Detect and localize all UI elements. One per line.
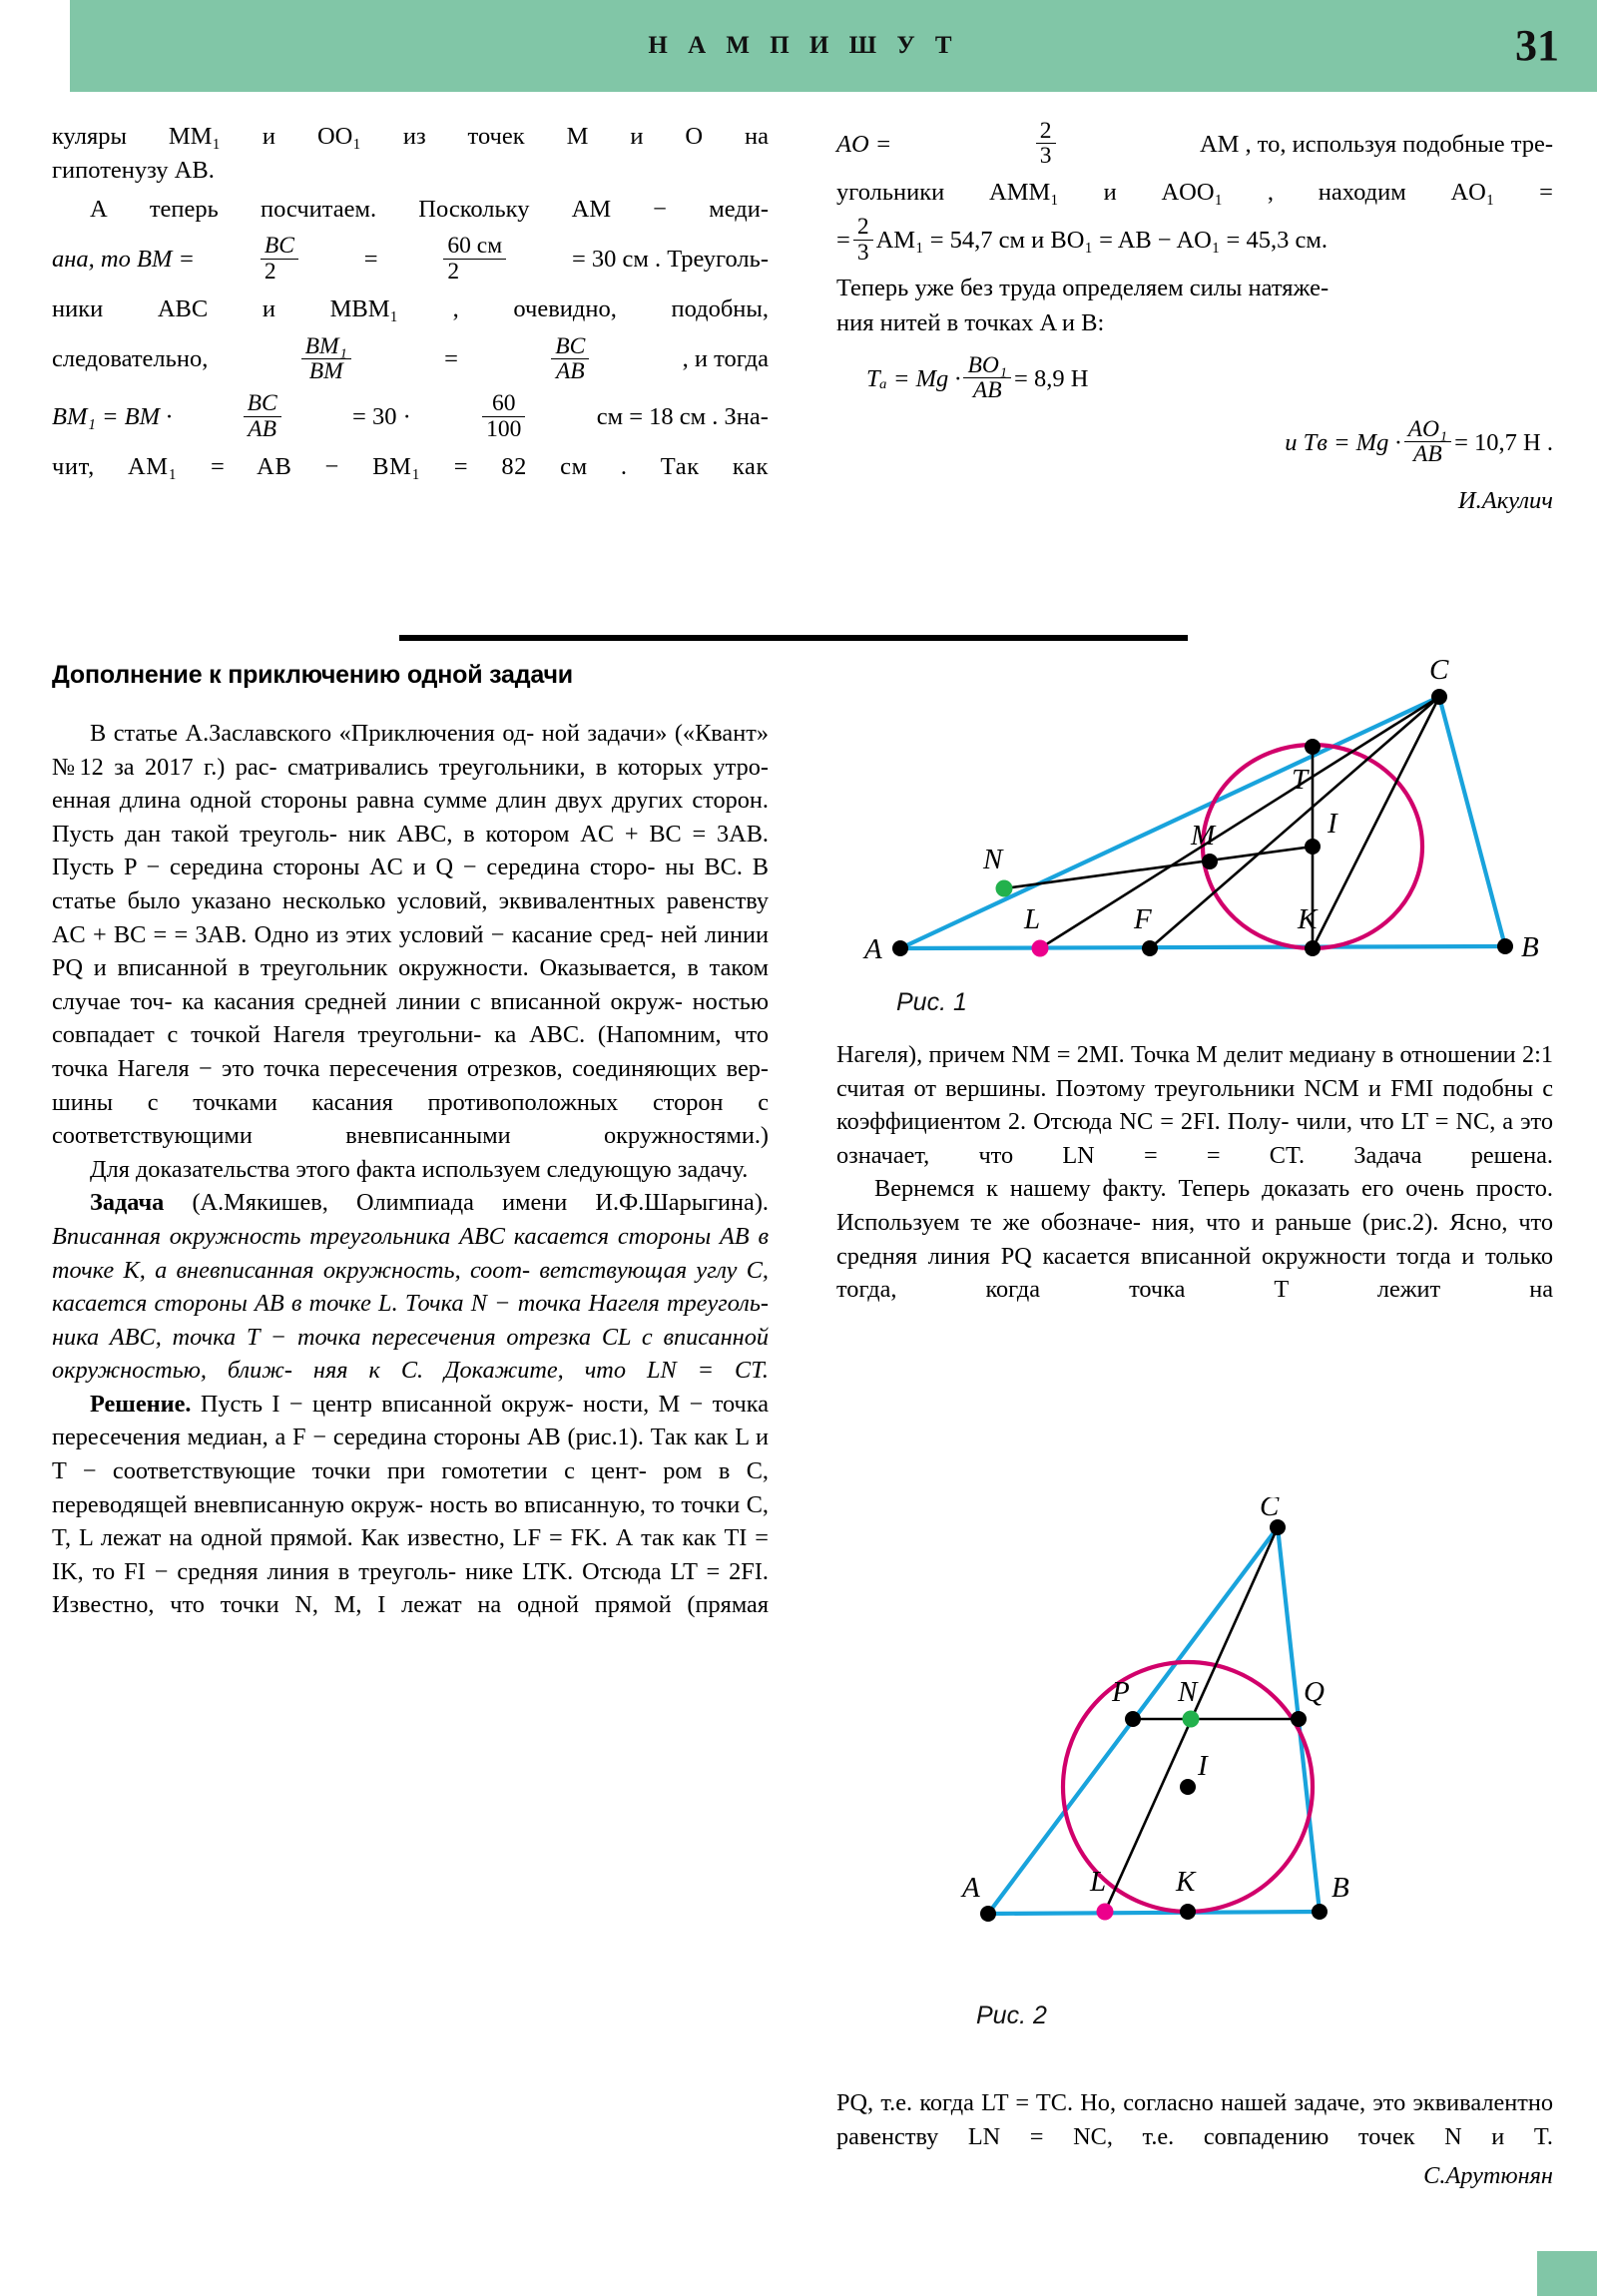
section-heading: Дополнение к приключению одной задачи bbox=[52, 661, 573, 689]
label-p: P bbox=[1112, 1676, 1130, 1708]
fraction-numerator: BO₁ bbox=[967, 352, 1008, 379]
triangle-abc-outline-2 bbox=[988, 1527, 1320, 1914]
fraction-denominator: 3 bbox=[1036, 143, 1056, 168]
problem-text: Вписанная окружность треугольника ABC касается стороны AB в точке K, а вневписанная окружность, соот- ветствующая углу C, касается стороны AB в точке L. Точка N − точка Нагеля треуголь- ника ABC, точка T − точка пересечения отрезка CL с вписанной окружностью, ближ- няя к C. Докажите, что LN = CT. bbox=[52, 1222, 769, 1385]
point-q-dot bbox=[1291, 1711, 1307, 1727]
fraction-denominator: BM bbox=[301, 358, 351, 383]
formula-line-tb bbox=[836, 415, 1553, 468]
text-line: гипотенузу AB. bbox=[52, 157, 215, 185]
paragraph-continuation bbox=[52, 120, 769, 154]
label-k-2: K bbox=[1176, 1866, 1196, 1898]
figure-2-caption: Рис. 2 bbox=[976, 2002, 1047, 2029]
point-n-dot-2 bbox=[1183, 1711, 1200, 1728]
fraction-numerator: 60 см bbox=[447, 233, 503, 260]
label-t: T bbox=[1292, 764, 1309, 796]
side-cb bbox=[1439, 697, 1505, 946]
formula-suffix: = 10,7 Н . bbox=[1454, 428, 1553, 456]
label-a: A bbox=[864, 933, 882, 965]
equals-sign: = bbox=[444, 345, 458, 373]
formula-prefix: следовательно, bbox=[52, 345, 209, 373]
equals-sign: = bbox=[363, 245, 378, 273]
fraction-2-over-3 bbox=[1036, 119, 1056, 169]
paragraph-return-to-fact: Вернемся к нашему факту. Теперь доказать его очень просто. Используем те же обозначе- ния, что и раньше (рис.2). Ясно, что средняя линия PQ касается вписанной окружности тогда и только тогда, когда точка T лежит на bbox=[836, 1175, 1553, 1304]
fraction-bo1-over-ab bbox=[963, 353, 1011, 403]
fraction-bc-over-ab bbox=[551, 334, 589, 384]
fraction-numerator: BC bbox=[247, 390, 277, 417]
figure-1-triangle-abc-incircle bbox=[858, 647, 1557, 996]
fraction-denominator: AB bbox=[244, 416, 281, 441]
fraction-bm1-over-bm bbox=[301, 334, 351, 384]
formula-prefix: ана, то BM = bbox=[52, 245, 196, 273]
point-b-dot-2 bbox=[1312, 1904, 1328, 1920]
paragraph-intro-article: В статье А.Заславского «Приключения од- ной задачи» («Квант» №12 за 2017 г.) рас- сматривались треугольники, в которых утро- енная длина одной стороны равна сумме длин двух других сторон. Пусть дан такой треуголь- ник ABC, в котором AC + BC = 3AB. Пусть P − середина стороны AC и Q − середина сторо- ны BC. В статье было указано несколько условий, эквивалентных равенству AC + BC = = 3AB. Одно из этих условий − касание сред- ней линии PQ и вписанной в треугольник окружности. Оказывается, в таком случае точ- ка касания средней линии с вписанной окруж- ностью совпадает с точкой Нагеля треугольни- ка ABC. (Напомним, что точка Нагеля − это точка пересечения отрезков, соединяющих вер- шины с точками касания противоположных сторон с соответствующими вневписанными окружностями.) bbox=[52, 720, 769, 1150]
side-ab-2 bbox=[988, 1912, 1320, 1914]
page-header-band bbox=[70, 0, 1597, 92]
point-l-dot-2 bbox=[1097, 1904, 1114, 1921]
problem-label: Задача bbox=[90, 1189, 165, 1217]
page-header-title: Н А М П И Ш У Т bbox=[648, 32, 959, 59]
point-b-dot bbox=[1497, 938, 1513, 954]
text-line: куляры MM₁ и OO₁ из точек M и O на bbox=[52, 123, 769, 150]
point-n-dot bbox=[996, 880, 1013, 897]
point-i-dot-2 bbox=[1180, 1779, 1196, 1795]
fraction-60cm-over-2 bbox=[443, 234, 506, 284]
right-column-body-upper bbox=[836, 1038, 1553, 1307]
label-a-2: A bbox=[962, 1872, 980, 1904]
equals-sign: = bbox=[836, 227, 850, 255]
fraction-denominator: AB bbox=[963, 377, 1011, 402]
text-line: угольники AMM₁ и AOO₁ , находим AO₁ = bbox=[836, 178, 1553, 206]
formula-line-am1 bbox=[836, 216, 1553, 266]
formula-suffix: , и тогда bbox=[682, 345, 769, 373]
label-m: M bbox=[1191, 820, 1216, 852]
point-c-dot bbox=[1431, 689, 1447, 705]
formula-prefix: AO = bbox=[836, 130, 892, 158]
text-line: А теперь посчитаем. Поскольку AM − меди- bbox=[90, 195, 769, 223]
text-line: чит, AM₁ = AB − BM₁ = 82 см . Так как bbox=[52, 453, 769, 481]
label-l: L bbox=[1024, 903, 1041, 935]
formula-line-ta bbox=[836, 354, 1553, 404]
point-p-dot bbox=[1125, 1711, 1141, 1727]
text-line: Теперь уже без труда определяем силы натяже- bbox=[836, 275, 1330, 302]
formula-suffix: см = 18 см . Зна- bbox=[596, 403, 769, 431]
footer-accent-band bbox=[1537, 2251, 1597, 2296]
label-c: C bbox=[1429, 654, 1449, 686]
point-k-dot bbox=[1305, 940, 1321, 956]
fraction-ao1-over-ab bbox=[1404, 417, 1452, 467]
text-line: ники ABC и MBM₁ , очевидно, подобны, bbox=[52, 295, 769, 323]
label-c-2: C bbox=[1260, 1497, 1280, 1522]
formula-prefix: Tₐ = Mg · bbox=[866, 364, 961, 392]
paragraph-problem-statement bbox=[52, 1186, 769, 1388]
point-i-dot bbox=[1305, 839, 1321, 855]
figure1-segments bbox=[1004, 697, 1439, 948]
paragraph-similar-triangles-right bbox=[836, 176, 1553, 210]
right-column bbox=[836, 120, 1553, 518]
formula-suffix: = 30 см . Треуголь- bbox=[571, 245, 769, 273]
point-a-dot-2 bbox=[980, 1906, 996, 1922]
fraction-2-over-3-b bbox=[853, 215, 873, 265]
fraction-denominator: 2 bbox=[261, 259, 298, 284]
label-i: I bbox=[1328, 808, 1337, 840]
paragraph-continuation-2 bbox=[52, 154, 769, 188]
point-m-dot bbox=[1202, 854, 1218, 869]
label-n-2: N bbox=[1178, 1676, 1198, 1708]
paragraph-am1-result bbox=[52, 450, 769, 484]
fraction-denominator: AB bbox=[551, 358, 589, 383]
point-l-dot bbox=[1032, 940, 1049, 957]
author-signature-akulich: И.Акулич bbox=[1457, 486, 1553, 514]
paragraph-tension-points bbox=[836, 306, 1553, 340]
figure2-labels bbox=[960, 1497, 1349, 1904]
fraction-60-over-100 bbox=[482, 391, 525, 441]
page-number: 31 bbox=[1515, 21, 1559, 70]
label-k: K bbox=[1298, 903, 1318, 935]
paragraph-tension-intro bbox=[836, 272, 1553, 305]
fraction-numerator: BC bbox=[264, 233, 294, 260]
paragraph-calc-intro bbox=[52, 193, 769, 227]
right-column-body-lower bbox=[836, 2086, 1553, 2193]
lower-left-column bbox=[52, 717, 769, 1622]
fraction-numerator: 60 bbox=[491, 390, 516, 417]
formula-line-ratio bbox=[52, 332, 769, 385]
side-ac bbox=[900, 697, 1439, 948]
label-i-2: I bbox=[1198, 1750, 1208, 1782]
label-q: Q bbox=[1304, 1676, 1325, 1708]
fraction-denominator: AB bbox=[1404, 441, 1452, 466]
label-l-2: L bbox=[1090, 1866, 1107, 1898]
problem-attribution: (А.Мякишев, Олимпиада имени И.Ф.Шарыгина). bbox=[164, 1189, 769, 1217]
fraction-numerator: 2 bbox=[856, 214, 869, 241]
label-b: B bbox=[1521, 931, 1539, 963]
section-divider-rule bbox=[399, 635, 1188, 641]
paragraph-similar-triangles bbox=[52, 292, 769, 326]
fraction-bc-over-2 bbox=[261, 234, 298, 284]
point-f-dot bbox=[1142, 940, 1158, 956]
fraction-bc-over-ab-2 bbox=[244, 391, 281, 441]
formula-line-ao bbox=[836, 120, 1553, 170]
left-column bbox=[52, 120, 769, 485]
paragraph-nagel-proof: Нагеля), причем NM = 2MI. Точка M делит медиану в отношении 2:1 считая от вершины. Поэтому треугольники NCM и FMI подобны с коэффициентом 2. Отсюда NC = 2FI. Полу- чили, что LT = NC, а это означает, что LN = = CT. Задача решена. bbox=[836, 1041, 1553, 1169]
paragraph-conclusion: PQ, т.е. когда LT = TC. Но, согласно нашей задаче, это эквивалентно равенству LN = NC, т.е. совпадению точек N и T. bbox=[836, 2089, 1553, 2150]
formula-line-bm bbox=[52, 235, 769, 285]
fraction-denominator: 3 bbox=[853, 240, 873, 265]
fraction-numerator: BC bbox=[555, 332, 586, 359]
segment-n-to-i bbox=[1004, 847, 1313, 888]
formula-suffix: = 8,9 Н bbox=[1014, 364, 1089, 392]
formula-prefix: BM₁ = BM · bbox=[52, 403, 173, 431]
formula-middle: = 30 · bbox=[352, 403, 411, 431]
figure-2-triangle-abc-midline bbox=[948, 1497, 1447, 1997]
point-a-dot bbox=[892, 940, 908, 956]
figure2-points bbox=[980, 1519, 1328, 1922]
solution-label: Решение. bbox=[90, 1390, 192, 1418]
text-line: ния нитей в точках A и B: bbox=[836, 308, 1105, 336]
point-k-dot-2 bbox=[1180, 1904, 1196, 1920]
side-ab bbox=[900, 946, 1505, 948]
fraction-denominator: 2 bbox=[443, 259, 506, 284]
paragraph-solution bbox=[52, 1388, 769, 1622]
formula-suffix: AM₁ = 54,7 см и BO₁ = AB − AO₁ = 45,3 см. bbox=[875, 227, 1328, 255]
paragraph-proof-lead: Для доказательства этого факта используем следующую задачу. bbox=[90, 1155, 749, 1183]
segment-c-to-l bbox=[1040, 697, 1439, 948]
author-signature-arutyunyan: С.Арутюнян bbox=[1423, 2162, 1553, 2190]
label-n: N bbox=[983, 844, 1003, 875]
fraction-denominator: 100 bbox=[482, 416, 525, 441]
solution-text: Пусть I − центр вписанной окруж- ности, M − точка пересечения медиан, а F − середина стороны AB (рис.1). Так как L и T − соответствующие точки при гомотетии с цент- ром в C, переводящей вневписанную окруж- ность во вписанную, то точки C, T, L лежат на одной прямой. Как известно, LF = FK. А так как TI = IK, то FI − средняя линия в треуголь- нике LTK. Отсюда LT = 2FI. Известно, что точки N, M, I лежат на одной прямой (прямая bbox=[52, 1390, 769, 1619]
label-b-2: B bbox=[1331, 1872, 1349, 1904]
formula-line-bm1 bbox=[52, 392, 769, 442]
figure-1-caption: Рис. 1 bbox=[896, 988, 967, 1016]
formula-suffix: AM , то, используя подобные тре- bbox=[1199, 130, 1553, 158]
fraction-numerator: AO₁ bbox=[1407, 415, 1448, 442]
formula-prefix: и Tв = Mg · bbox=[1285, 428, 1401, 456]
point-t-dot bbox=[1305, 739, 1321, 755]
label-f: F bbox=[1134, 903, 1152, 935]
fraction-numerator: 2 bbox=[1039, 118, 1052, 144]
fraction-numerator: BM₁ bbox=[304, 332, 347, 359]
